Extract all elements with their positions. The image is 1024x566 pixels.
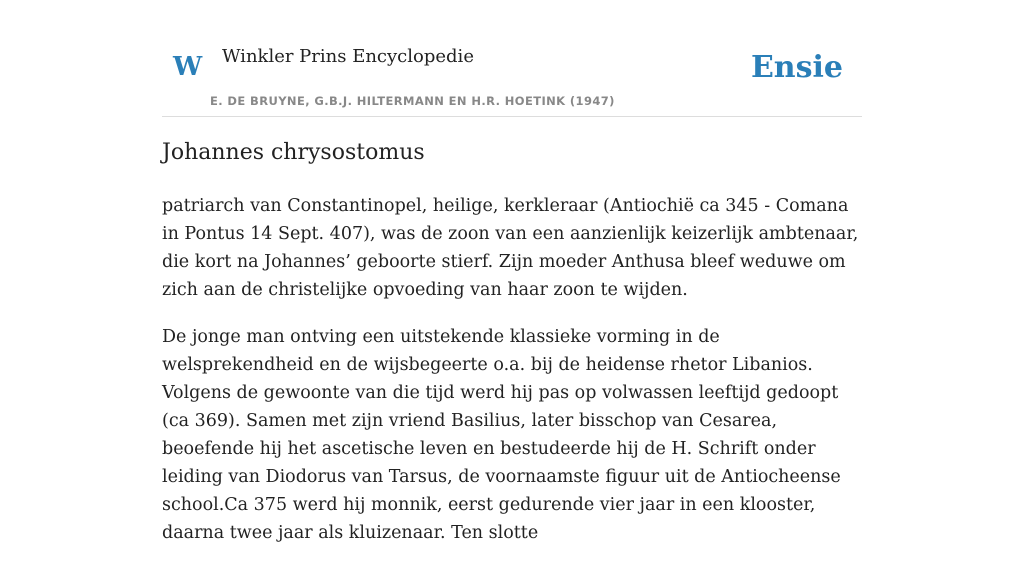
publication-title[interactable]: Winkler Prins Encyclopedie [222,46,474,67]
publication-header [162,0,862,117]
publication-logo[interactable]: W [173,52,203,82]
article-paragraph: patriarch van Constantinopel, heilige, kerkleraar (Antiochië ca 345 - Comana in Pontus 14 Sept. 407), was de zoon van een aanzienlijk keizerlijk ambtenaar, die kort na Johannes’ geboorte stierf. Zijn moeder Anthusa bleef weduwe om zich aan de christelijke opvoeding van haar zoon te wijden. [162,196,859,300]
article-paragraph: De jonge man ontving een uitstekende klassieke vorming in de welsprekendheid en de wijsbegeerte o.a. bij de heidense rhetor Libanios. Volgens de gewoonte van die tijd werd hij pas op volwassen leeftijd gedoopt (ca 369). Samen met zijn vriend Basilius, later bisschop van Cesarea, beoefende hij het ascetische leven en bestudeerde hij de H. Schrift onder leiding van Diodorus van Tarsus, de voornaamste figuur uit de Antiocheense school.Ca 375 werd hij monnik, eerst gedurende vier jaar in een klooster, daarna twee jaar als kluizenaar. Ten slotte [162,327,841,543]
article-title: Johannes chrysostomus [162,140,425,165]
article-body [162,192,862,566]
ensie-logo[interactable]: Ensie [750,50,843,85]
page-container [162,0,862,543]
publication-authors: E. DE BRUYNE, G.B.J. HILTERMANN EN H.R. HOETINK (1947) [210,94,615,108]
